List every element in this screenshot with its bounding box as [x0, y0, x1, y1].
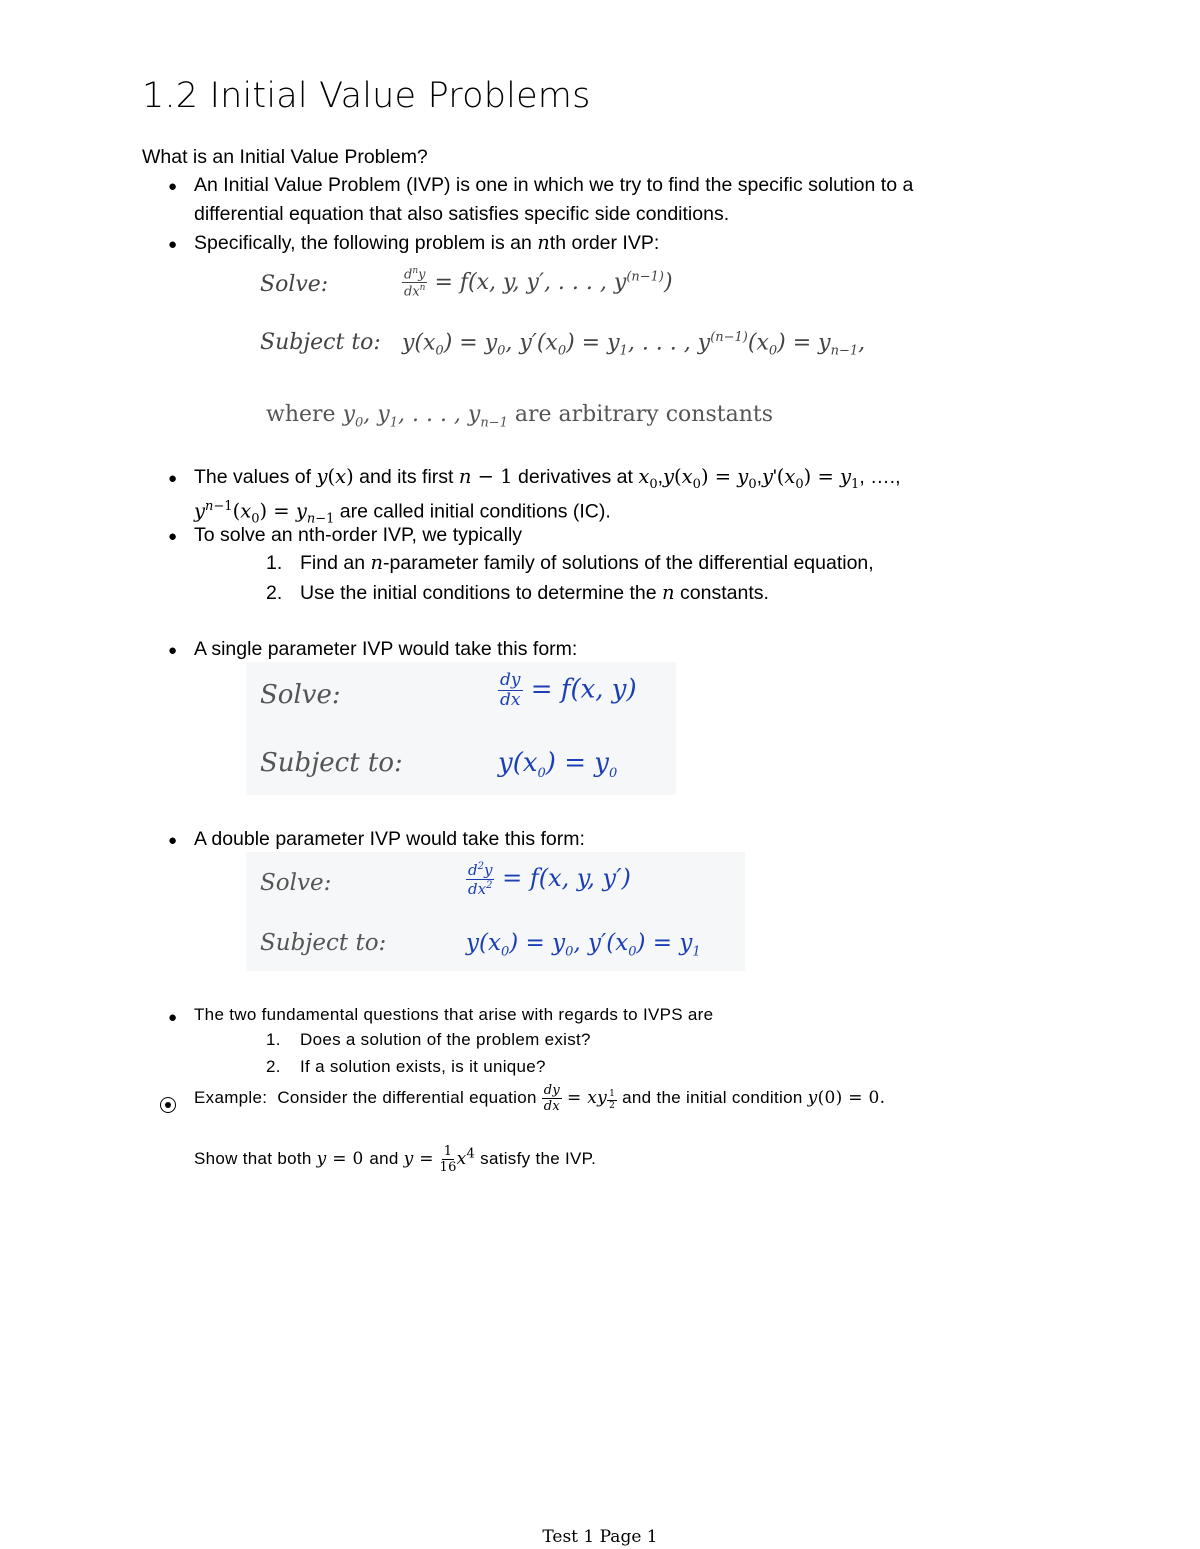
bullet-1-line-2: differential equation that also satisfies specific side conditions. [194, 203, 730, 225]
question-2: If a solution exists, is it unique? [300, 1057, 546, 1076]
bullet-2 [194, 231, 659, 255]
single-solve-equation: $\frac{dy}{dx}$ = f(x, y) [500, 670, 637, 710]
bullet-2-text-end: th order IVP: [549, 232, 660, 254]
bullet-5: A single parameter IVP would take this form: [194, 638, 578, 660]
step-2: Use the initial conditions to determine the n constants. [300, 581, 769, 604]
question-1: Does a solution of the problem exist? [300, 1030, 591, 1049]
question-1-number: 1. [266, 1030, 281, 1049]
nth-solve-label: Solve: [260, 272, 329, 297]
nth-subject-label: Subject to: [260, 330, 381, 355]
double-subject-equation: $y(x_0) = y_0$, $y'(x_0) = y_1$ [466, 930, 701, 960]
section-question: What is an Initial Value Problem? [142, 146, 428, 168]
show-text-post: satisfy the IVP. [480, 1148, 597, 1168]
bullet-2-text: Specifically, the following problem is an [194, 232, 538, 254]
example-label: Example: [194, 1087, 268, 1107]
where-text: where [266, 402, 336, 427]
page-footer: Test 1 Page 1 [542, 1527, 658, 1547]
step-2-text: Use the initial conditions to determine the [300, 582, 663, 604]
where-post: are arbitrary constants [514, 402, 773, 427]
bullet-1-line-1: An Initial Value Problem (IVP) is one in which we try to find the specific solution to a [194, 174, 914, 196]
step-2-text-end: constants. [674, 582, 769, 604]
bullet-7: The two fundamental questions that arise with regards to IVPS are [194, 1005, 714, 1024]
bullet-3-line-1: The values of y(x) and its first n − 1 derivatives at $x_0,y(x_0) = y_0,y'(x_0) = y_1$, …., [194, 465, 901, 492]
step-1-number: 1. [266, 552, 283, 574]
step-1-text-end: -parameter family of solutions of the differential equation, [383, 552, 874, 574]
bullet-icon: ● [168, 470, 178, 487]
step-1: Find an n-parameter family of solutions of the differential equation, [300, 551, 874, 574]
example-text-mid: and the initial condition [622, 1087, 803, 1107]
bullet-icon: ● [168, 1009, 178, 1026]
bullet-icon: ● [168, 832, 178, 849]
single-subject-equation: $y(x_0) = y_0$ [498, 748, 618, 782]
nth-where-line: where $y_0$, $y_1$, . . . , $y_{n-1}$ are arbitrary constants [266, 402, 773, 431]
bullet-3-text-b: and its first [353, 466, 459, 488]
bullet-3-text-a: The values of [194, 466, 317, 488]
bullet-3-text-c: derivatives at [512, 466, 639, 488]
show-text-pre: Show that both [194, 1148, 312, 1168]
bullet-3-line-2: $y^{n-1}(x_0) = y_{n-1}$ are called initial conditions (IC). [194, 499, 611, 527]
page-title: 1.2 Initial Value Problems [142, 76, 591, 116]
double-solve-equation: $\frac{d^2y}{dx^2}$ = f(x, y, y′) [468, 861, 631, 898]
bullet-4: To solve an nth-order IVP, we typically [194, 524, 523, 546]
question-2-number: 2. [266, 1057, 281, 1076]
show-text-mid: and [369, 1148, 399, 1168]
example-text-pre: Consider the differential equation [277, 1087, 537, 1107]
bullet-icon: ● [168, 236, 178, 253]
step-2-number: 2. [266, 582, 283, 604]
step-1-text: Find an [300, 552, 371, 574]
single-solve-label: Solve: [260, 680, 341, 710]
bullet-2-var: n [537, 231, 550, 254]
show-line: Show that both y = 0 and y = $\frac{1}{16}$ $x^4$ satisfy the IVP. [194, 1144, 597, 1175]
double-solve-label: Solve: [260, 870, 332, 896]
single-subject-label: Subject to: [260, 748, 403, 778]
double-subject-label: Subject to: [260, 930, 387, 956]
target-bullet-icon [160, 1097, 176, 1113]
example-line: Example: Consider the differential equation $\frac{dy}{dx}$ = xy $^{\frac{1}{2}}$ and the initial condition y(0) = 0. [194, 1083, 886, 1114]
nth-subject-equation: $y(x_0) = y_0$, $y'(x_0) = y_1$, . . . , $y^{(n-1)}(x_0) = y_{n-1}$, [402, 330, 866, 359]
bullet-icon: ● [168, 528, 178, 545]
bullet-icon: ● [168, 178, 178, 195]
bullet-icon: ● [168, 642, 178, 659]
bullet-6: A double parameter IVP would take this form: [194, 828, 585, 850]
nth-solve-equation: $\frac{d^ny}{dx^n}$ = f(x, y, y′, . . . , $y^{(n-1)}$) [404, 266, 673, 300]
bullet-3-text-d: are called initial conditions (IC). [334, 500, 611, 523]
